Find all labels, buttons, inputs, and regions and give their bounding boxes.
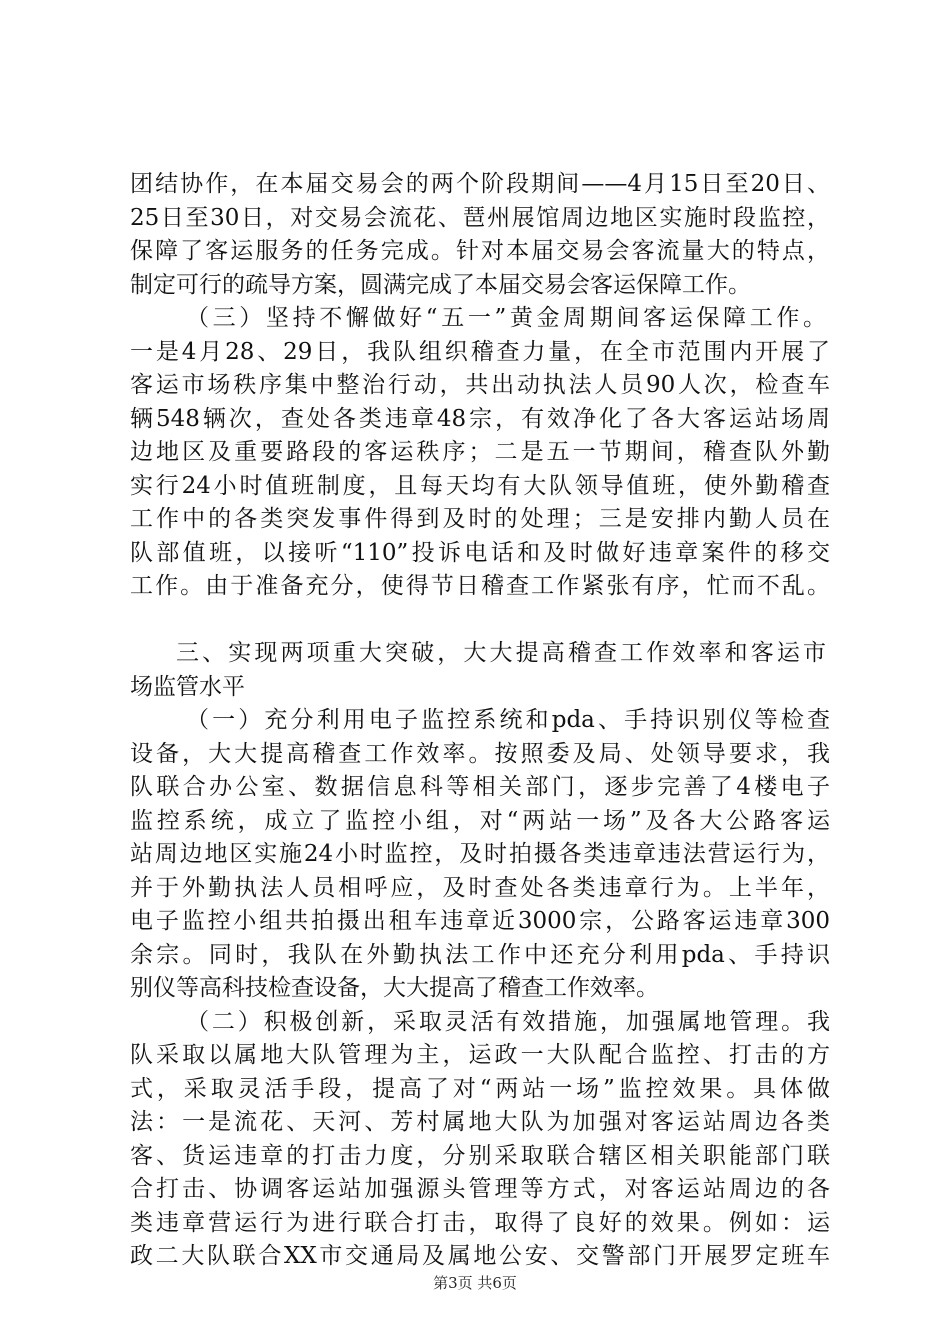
- body-text: [130, 168, 830, 1274]
- text-line: 类违章营运行为进行联合打击，取得了良好的效果。例如：运: [130, 1209, 830, 1236]
- text-line: 设备，大大提高稽查工作效率。按照委及局、处领导要求，我: [130, 740, 830, 767]
- text-line: 队部值班，以接听“110”投诉电话和及时做好违章案件的移交: [130, 539, 830, 566]
- text-line: 客运市场秩序集中整治行动，共出动执法人员90人次，检查车: [130, 372, 830, 398]
- paragraph-gap: [130, 604, 830, 638]
- text-line: 监控系统，成立了监控小组，对“两站一场”及各大公路客运: [130, 807, 830, 834]
- text-line: 别仪等高科技检查设备，大大提高了稽查工作效率。: [130, 975, 659, 1001]
- text-line: 工作。由于准备充分，使得节日稽查工作紧张有序，忙而不乱。: [130, 573, 830, 599]
- text-line: （二）积极创新，采取灵活有效措施，加强属地管理。我: [186, 1008, 830, 1035]
- page-footer: [0, 1272, 950, 1293]
- section-heading: 场监管水平: [130, 673, 245, 700]
- section-heading: 三、实现两项重大突破，大大提高稽查工作效率和客运市: [176, 640, 826, 666]
- text-line: 团结协作，在本届交易会的两个阶段期间——4月15日至20日、: [130, 171, 830, 197]
- text-line: 实行24小时值班制度，且每天均有大队领导值班，使外勤稽查: [130, 472, 830, 499]
- text-line: 工作中的各类突发事件得到及时的处理；三是安排内勤人员在: [130, 506, 830, 532]
- text-line: 一是4月28、29日，我队组织稽查力量，在全市范围内开展了: [130, 338, 830, 365]
- text-line: 保障了客运服务的任务完成。针对本届交易会客流量大的特点，: [130, 238, 830, 264]
- text-line: （三）坚持不懈做好“五一”黄金周期间客运保障工作。: [186, 305, 826, 331]
- text-line: 电子监控小组共拍摄出租车违章近3000宗，公路客运违章300: [130, 908, 830, 934]
- text-line: 余宗。同时，我队在外勤执法工作中还充分利用pda、手持识: [130, 941, 830, 968]
- text-line: 制定可行的疏导方案，圆满完成了本届交易会客运保障工作。: [130, 271, 751, 298]
- text-line: 站周边地区实施24小时监控，及时拍摄各类违章违法营运行为，: [130, 841, 830, 867]
- page-number: 第3页 共6页: [433, 1274, 517, 1292]
- text-line: （一）充分利用电子监控系统和pda、手持识别仪等检查: [186, 707, 830, 733]
- text-line: 25日至30日，对交易会流花、琶州展馆周边地区实施时段监控，: [130, 204, 830, 231]
- text-line: 合打击、协调客运站加强源头管理等方式，对客运站周边的各: [130, 1176, 830, 1202]
- text-line: 法：一是流花、天河、芳村属地大队为加强对客运站周边各类: [130, 1109, 830, 1135]
- text-line: 队联合办公室、数据信息科等相关部门，逐步完善了4楼电子: [130, 774, 830, 800]
- text-line: 队采取以属地大队管理为主，运政一大队配合监控、打击的方: [130, 1042, 830, 1068]
- text-line: 客、货运违章的打击力度，分别采取联合辖区相关职能部门联: [130, 1142, 830, 1169]
- text-line: 边地区及重要路段的客运秩序；二是五一节期间，稽查队外勤: [130, 439, 830, 465]
- text-line: 辆548辆次，查处各类违章48宗，有效净化了各大客运站场周: [130, 405, 830, 432]
- text-line: 式，采取灵活手段，提高了对“两站一场”监控效果。具体做: [130, 1075, 830, 1102]
- text-line: 并于外勤执法人员相呼应，及时查处各类违章行为。上半年，: [130, 874, 830, 901]
- text-line: 政二大队联合XX市交通局及属地公安、交警部门开展罗定班车: [130, 1243, 830, 1269]
